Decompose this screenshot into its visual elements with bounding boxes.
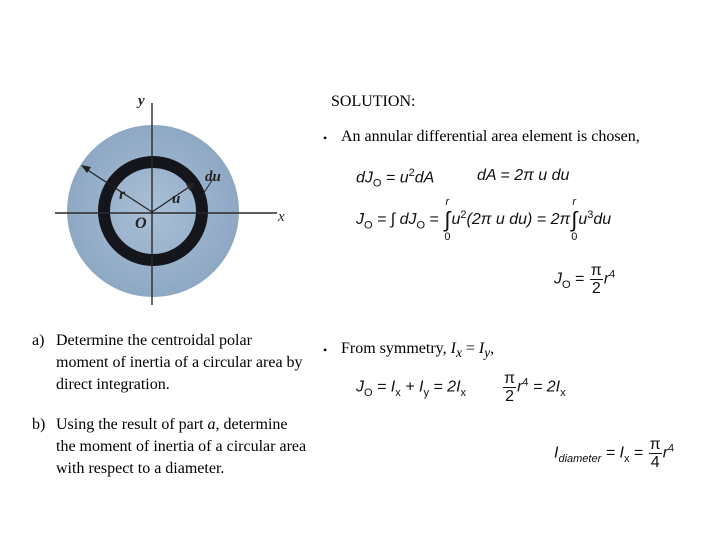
- problem-list: [32, 330, 307, 498]
- problem-b-text: [56, 414, 307, 480]
- problem-b-emph: a: [207, 416, 216, 433]
- origin-label: O: [135, 215, 147, 232]
- problem-a-text: Determine the centroidal polar moment of inertia of a circular area by direct integration.: [56, 332, 303, 393]
- annular-element-figure: [55, 85, 295, 310]
- problem-b-text-start: Using the result of part: [56, 416, 208, 433]
- equation-Jo-integral: $J_O$ = ∫ $dJ_O$ = r ∫ 0 $u^2(2\pi$ u du) = 2π r ∫ 0 $u^3du$: [356, 196, 612, 243]
- integral-limits-2: r ∫ 0: [571, 196, 578, 243]
- bullet-dot: •: [323, 131, 328, 145]
- problem-a: [32, 330, 307, 396]
- solution-bullet-1: [323, 128, 640, 148]
- u-label: u: [172, 191, 181, 207]
- equation-dJo: $dJ_O = u^2dA$: [356, 167, 435, 190]
- solution-title: SOLUTION:: [331, 93, 416, 110]
- solution-bullet-2: [323, 340, 494, 361]
- integral-limits-1: r ∫ 0: [444, 196, 451, 243]
- du-label: du: [205, 169, 221, 185]
- equation-Jo-result: $J_O$ = $\frac{\pi}{2}$ $r^4$: [554, 262, 616, 297]
- y-axis-label: y: [138, 93, 145, 109]
- problem-b-marker: b): [32, 416, 46, 433]
- bullet-dot: •: [323, 343, 328, 357]
- problem-a-marker: a): [32, 332, 45, 349]
- problem-b-text-end: , determine the moment of inertia of a circular area with respect to a diameter.: [56, 416, 307, 477]
- bullet-1-text: An annular differential area element is chosen,: [341, 128, 640, 145]
- x-axis-label: x: [278, 209, 285, 225]
- equation-symmetry: $J_O = I_x + I_y = 2I_x$ $\frac{\pi}{2}$ $r^4 = 2I_x$: [356, 370, 566, 405]
- equation-diameter: $I_{diameter} = I_x$ = $\frac{\pi}{4}$ $r^4$: [554, 436, 675, 471]
- bullet-2-text: From symmetry, $I_x = I_y$,: [341, 340, 495, 361]
- equation-dA: dA = 2π u du: [477, 167, 570, 184]
- radius-r-label: r: [119, 186, 126, 203]
- problem-b: [32, 414, 307, 480]
